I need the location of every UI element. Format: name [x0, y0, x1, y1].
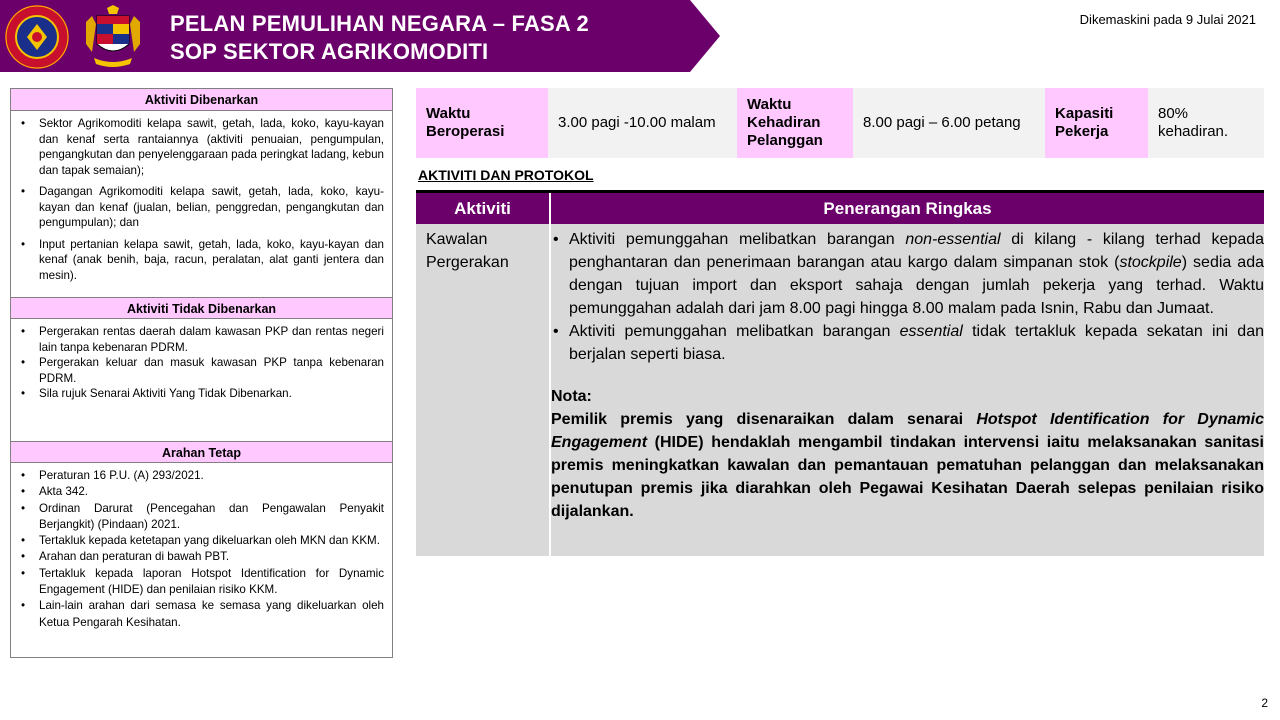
- column-header-activity: Aktiviti: [416, 193, 551, 224]
- allowed-heading: Aktiviti Dibenarkan: [11, 89, 392, 111]
- left-panel: [10, 88, 393, 658]
- table-row: [416, 224, 1264, 556]
- worker-capacity-value: 80% kehadiran.: [1148, 88, 1264, 158]
- malaysia-coat-of-arms-icon: [80, 4, 146, 70]
- description-bullet: • Aktiviti pemunggahan melibatkan barangan essential tidak tertakluk kepada sekatan ini dan berjalan seperti biasa.: [551, 320, 1264, 366]
- list-item: • Tertakluk kepada laporan Hotspot Identification for Dynamic Engagement (HIDE) dan penilaian risiko KKM.: [19, 566, 384, 599]
- activity-cell: Kawalan Pergerakan: [416, 224, 551, 556]
- column-header-description: Penerangan Ringkas: [823, 198, 992, 218]
- operating-hours-value: 3.00 pagi -10.00 malam: [548, 88, 737, 158]
- note-title: Nota:: [551, 388, 592, 405]
- description-cell: [551, 224, 1264, 556]
- table-header: [416, 190, 1264, 224]
- description-list: [551, 228, 1264, 366]
- allowed-section: [11, 111, 392, 297]
- activities-table: [416, 190, 1264, 558]
- list-item: • Pergerakan keluar dan masuk kawasan PKP tanpa kebenaran PDRM.: [19, 355, 384, 386]
- customer-hours-value: 8.00 pagi – 6.00 petang: [853, 88, 1045, 158]
- standing-orders-list: [19, 468, 384, 631]
- operating-hours-label: Waktu Beroperasi: [416, 88, 548, 158]
- list-item: • Sila rujuk Senarai Aktiviti Yang Tidak Dibenarkan.: [19, 386, 384, 402]
- updated-date: Dikemaskini pada 9 Julai 2021: [1079, 12, 1256, 27]
- standing-orders-section: [11, 463, 392, 655]
- page-number: 2: [1261, 696, 1268, 710]
- page-title: PELAN PEMULIHAN NEGARA – FASA 2: [170, 11, 589, 36]
- description-bullet: • Aktiviti pemunggahan melibatkan barangan non-essential di kilang - kilang terhad kepada penghantaran dan penerimaan barangan atau kargo dalam simpanan stok (stockpile) sedia ada dengan tujuan import dan eksport sahaja dengan jumlah pekerja yang terhad. Waktu pemunggahan adalah dari jam 8.00 pagi hingga 8.00 malam pada Isnin, Rabu dan Jumaat.: [551, 228, 1264, 320]
- hours-info-strip: [416, 88, 1264, 158]
- nsc-logo-icon: [4, 4, 70, 70]
- list-item: • Dagangan Agrikomoditi kelapa sawit, getah, lada, koko, kayu-kayan dan kenaf (jualan, belian, penggredan, pengangkutan dan pengumpulan); dan: [19, 184, 384, 231]
- worker-capacity-label: Kapasiti Pekerja: [1045, 88, 1148, 158]
- customer-hours-label: Waktu Kehadiran Pelanggan: [737, 88, 853, 158]
- list-item: • Arahan dan peraturan di bawah PBT.: [19, 549, 384, 565]
- not-allowed-list: [19, 324, 384, 402]
- list-item: • Peraturan 16 P.U. (A) 293/2021.: [19, 468, 384, 484]
- list-item: • Ordinan Darurat (Pencegahan dan Pengawalan Penyakit Berjangkit) (Pindaan) 2021.: [19, 501, 384, 534]
- not-allowed-section: [11, 319, 392, 441]
- list-item: • Pergerakan rentas daerah dalam kawasan PKP dan rentas negeri lain tanpa kebenaran PDRM.: [19, 324, 384, 355]
- list-item: • Lain-lain arahan dari semasa ke semasa yang dikeluarkan oleh Ketua Pengarah Kesihatan.: [19, 598, 384, 631]
- list-item: • Input pertanian kelapa sawit, getah, lada, koko, kayu-kayan dan kenaf (anak benih, baja, racun, peralatan, alat ganti jentera dan mesin).: [19, 237, 384, 284]
- list-item: • Akta 342.: [19, 484, 384, 500]
- list-item: • Sektor Agrikomoditi kelapa sawit, getah, lada, koko, kayu-kayan dan kenaf serta rantaiannya (aktiviti penuaian, pengumpulan, pengangkutan dan penyelenggaraan pada peringkat ladang, kebun dan tapak semaian);: [19, 116, 384, 178]
- allowed-list: [19, 116, 384, 283]
- page-subtitle: SOP SEKTOR AGRIKOMODITI: [170, 39, 489, 64]
- list-item: • Tertakluk kepada ketetapan yang dikeluarkan oleh MKN dan KKM.: [19, 533, 384, 549]
- header-banner: [0, 0, 720, 72]
- not-allowed-heading: Aktiviti Tidak Dibenarkan: [11, 297, 392, 319]
- standing-orders-heading: Arahan Tetap: [11, 441, 392, 463]
- activities-caption: AKTIVITI DAN PROTOKOL: [418, 167, 594, 183]
- note-text: Pemilik premis yang disenaraikan dalam senarai Hotspot Identification for Dynamic Engagement (HIDE) hendaklah mengambil tindakan intervensi iaitu melaksanakan sanitasi premis meningkatkan kawalan dan pemantauan pematuhan pelanggan dan melaksanakan penutupan premis jika diarahkan oleh Pegawai Kesihatan Daerah selepas penilaian risiko dijalankan.: [551, 411, 1264, 520]
